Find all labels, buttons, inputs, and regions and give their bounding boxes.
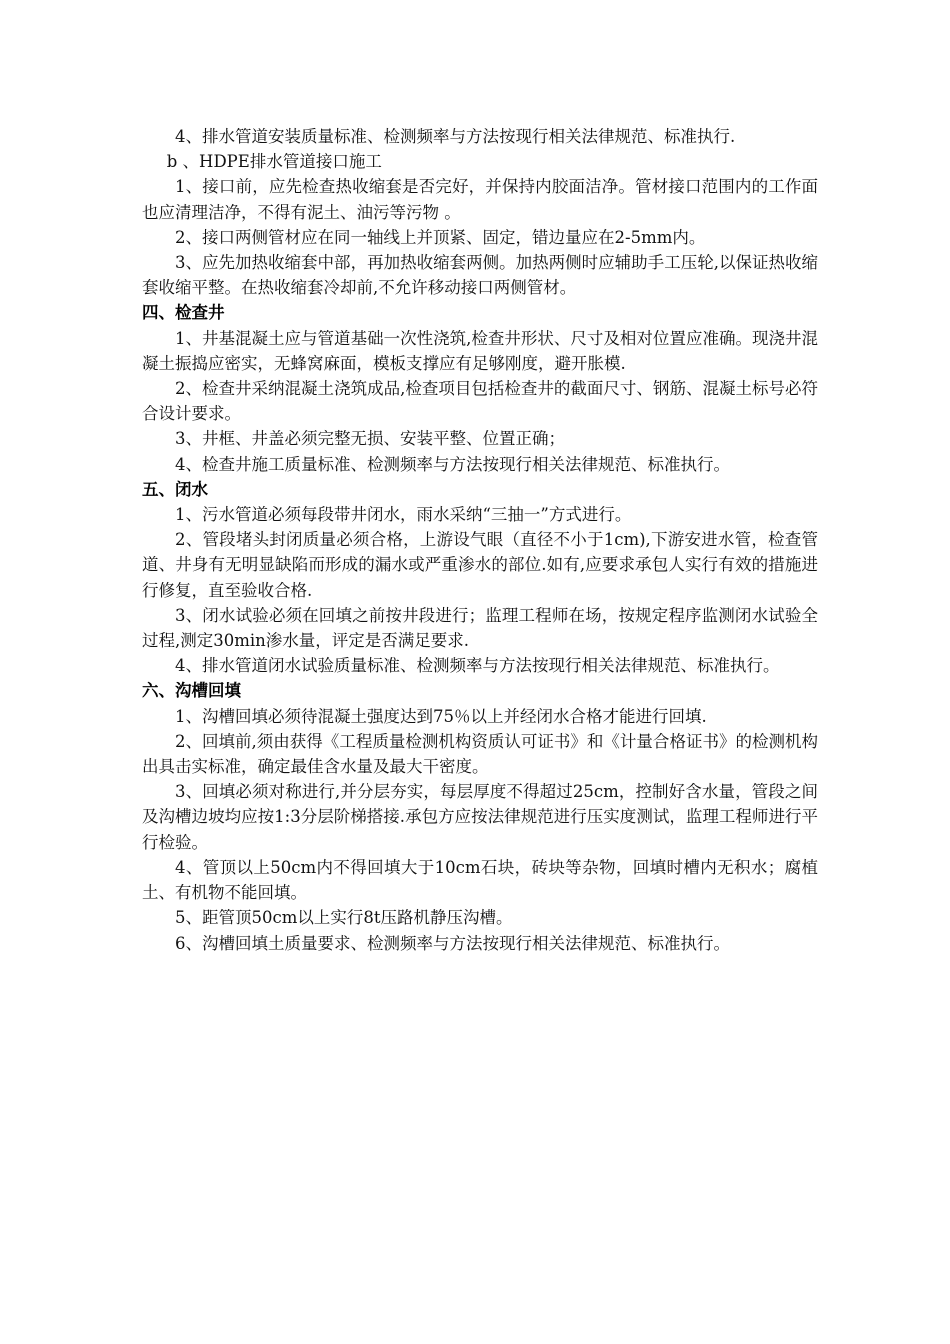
paragraph: 4、检查井施工质量标准、检测频率与方法按现行相关法律规范、标准执行。 bbox=[175, 454, 730, 474]
paragraph: 4、管顶以上50cm内不得回填大于10cm石块，砖块等杂物，回填时槽内无积水；腐植土、有机物不能回填。 bbox=[142, 857, 818, 903]
paragraph: 1、接口前，应先检查热收缩套是否完好，并保持内胶面洁净。管材接口范围内的工作面也应清理洁净，不得有泥土、油污等污物 。 bbox=[142, 177, 818, 222]
paragraph: 2、回填前,须由获得《工程质量检测机构资质认可证书》和《计量合格证书》的检测机构出具击实标准，确定最佳含水量及最大干密度。 bbox=[142, 731, 818, 777]
paragraph: 3、井框、井盖必须完整无损、安装平整、位置正确； bbox=[175, 429, 565, 449]
paragraph: 3、闭水试验必须在回填之前按井段进行；监理工程师在场，按规定程序监测闭水试验全过程,测定30min渗水量，评定是否满足要求. bbox=[142, 605, 818, 651]
paragraph: 3、应先加热收缩套中部，再加热收缩套两侧。加热两侧时应辅助手工压轮,以保证热收缩套收缩平整。在热收缩套冷却前,不允许移动接口两侧管材。 bbox=[142, 253, 818, 298]
paragraph: 1、沟槽回填必须待混凝土强度达到75％以上并经闭水合格才能进行回填. bbox=[175, 706, 707, 726]
paragraph: 1、污水管道必须每段带井闭水，雨水采纳“三抽一”方式进行。 bbox=[175, 505, 632, 525]
section-heading: 六、沟槽回填 bbox=[142, 681, 241, 701]
paragraph: 2、检查井采纳混凝土浇筑成品,检查项目包括检查井的截面尺寸、钢筋、混凝土标号必符合设计要求。 bbox=[142, 379, 818, 424]
subsection-heading: b 、HDPE排水管道接口施工 bbox=[166, 152, 382, 172]
section-heading: 四、检查井 bbox=[142, 303, 225, 323]
paragraph: 2、管段堵头封闭质量必须合格，上游设气眼（直径不小于1cm),下游安进水管，检查管道、井身有无明显缺陷而形成的漏水或严重渗水的部位.如有,应要求承包人实行有效的措施进行修复，直至验收合格. bbox=[142, 530, 818, 600]
section-heading: 五、闭水 bbox=[142, 479, 208, 499]
paragraph: 1、井基混凝土应与管道基础一次性浇筑,检查井形状、尺寸及相对位置应准确。现浇井混凝土振捣应密实，无蜂窝麻面，模板支撑应有足够刚度，避开胀模. bbox=[142, 328, 818, 373]
paragraph: 4、排水管道闭水试验质量标准、检测频率与方法按现行相关法律规范、标准执行。 bbox=[175, 656, 780, 676]
paragraph: 6、沟槽回填土质量要求、检测频率与方法按现行相关法律规范、标准执行。 bbox=[175, 933, 730, 953]
paragraph: 4、排水管道安装质量标准、检测频率与方法按现行相关法律规范、标准执行. bbox=[175, 127, 736, 146]
paragraph: 2、接口两侧管材应在同一轴线上并顶紧、固定，错边量应在2-5mm内。 bbox=[175, 227, 706, 247]
document-body bbox=[142, 124, 818, 956]
paragraph: 3、回填必须对称进行,并分层夯实，每层厚度不得超过25cm，控制好含水量，管段之间及沟槽边坡均应按1:3分层阶梯搭接.承包方应按法律规范进行压实度测试，监理工程师进行平行检验。 bbox=[142, 782, 818, 852]
paragraph: 5、距管顶50cm以上实行8t压路机静压沟槽。 bbox=[175, 908, 513, 928]
